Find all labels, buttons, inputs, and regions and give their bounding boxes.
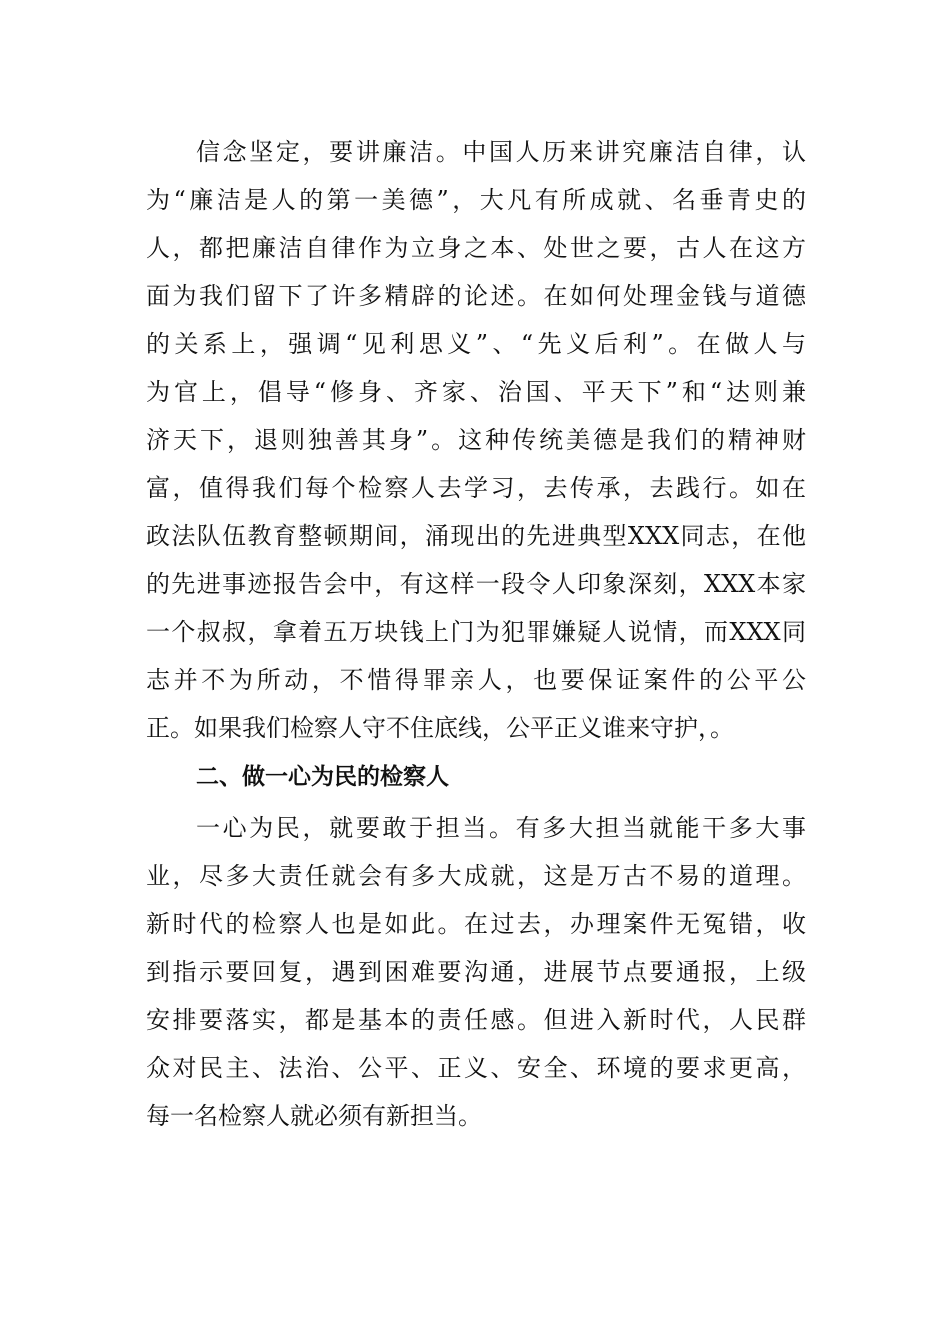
- section-heading: 二、做一心为民的检察人: [196, 764, 449, 790]
- paragraph-2-line-7: 每一名检察人就必须有新担当。: [146, 1102, 482, 1130]
- paragraph-1-line-7: 济天下，退则独善其身”。这种传统美德是我们的精神财: [146, 426, 806, 454]
- paragraph-2-line-4: 到指示要回复，遇到困难要沟通，进展节点要通报，上级: [146, 958, 806, 986]
- paragraph-1-line-4: 面为我们留下了许多精辟的论述。在如何处理金钱与道德: [146, 282, 806, 310]
- paragraph-1-line-11: 一个叔叔，拿着五万块钱上门为犯罪嫌疑人说情，而XXX同: [146, 618, 806, 646]
- paragraph-1-line-8: 富，值得我们每个检察人去学习，去传承，去践行。如在: [146, 474, 806, 502]
- paragraph-1-line-10: 的先进事迹报告会中，有这样一段令人印象深刻，XXX本家: [146, 570, 806, 598]
- paragraph-2-line-5: 安排要落实，都是基本的责任感。但进入新时代，人民群: [146, 1006, 806, 1034]
- paragraph-1-line-1: 信念坚定，要讲廉洁。中国人历来讲究廉洁自律，认: [196, 138, 806, 166]
- paragraph-1-line-9: 政法队伍教育整顿期间，涌现出的先进典型XXX同志，在他: [146, 522, 806, 550]
- paragraph-2-line-2: 业，尽多大责任就会有多大成就，这是万古不易的道理。: [146, 862, 806, 890]
- paragraph-1-line-2: 为“廉洁是人的第一美德”，大凡有所成就、名垂青史的: [146, 186, 806, 214]
- paragraph-1-line-6: 为官上，倡导“修身、齐家、治国、平天下”和“达则兼: [146, 378, 806, 406]
- paragraph-2-line-1: 一心为民，就要敢于担当。有多大担当就能干多大事: [196, 814, 806, 842]
- paragraph-1-line-3: 人，都把廉洁自律作为立身之本、处世之要，古人在这方: [146, 234, 806, 262]
- paragraph-1-line-12: 志并不为所动，不惜得罪亲人，也要保证案件的公平公: [146, 666, 806, 694]
- paragraph-2-line-6: 众对民主、法治、公平、正义、安全、环境的要求更高，: [146, 1054, 806, 1082]
- paragraph-1-line-5: 的关系上，强调“见利思义”、“先义后利”。在做人与: [146, 330, 806, 358]
- paragraph-2-line-3: 新时代的检察人也是如此。在过去，办理案件无冤错，收: [146, 910, 806, 938]
- paragraph-1-line-13: 正。如果我们检察人守不住底线，公平正义谁来守护，。: [146, 714, 734, 742]
